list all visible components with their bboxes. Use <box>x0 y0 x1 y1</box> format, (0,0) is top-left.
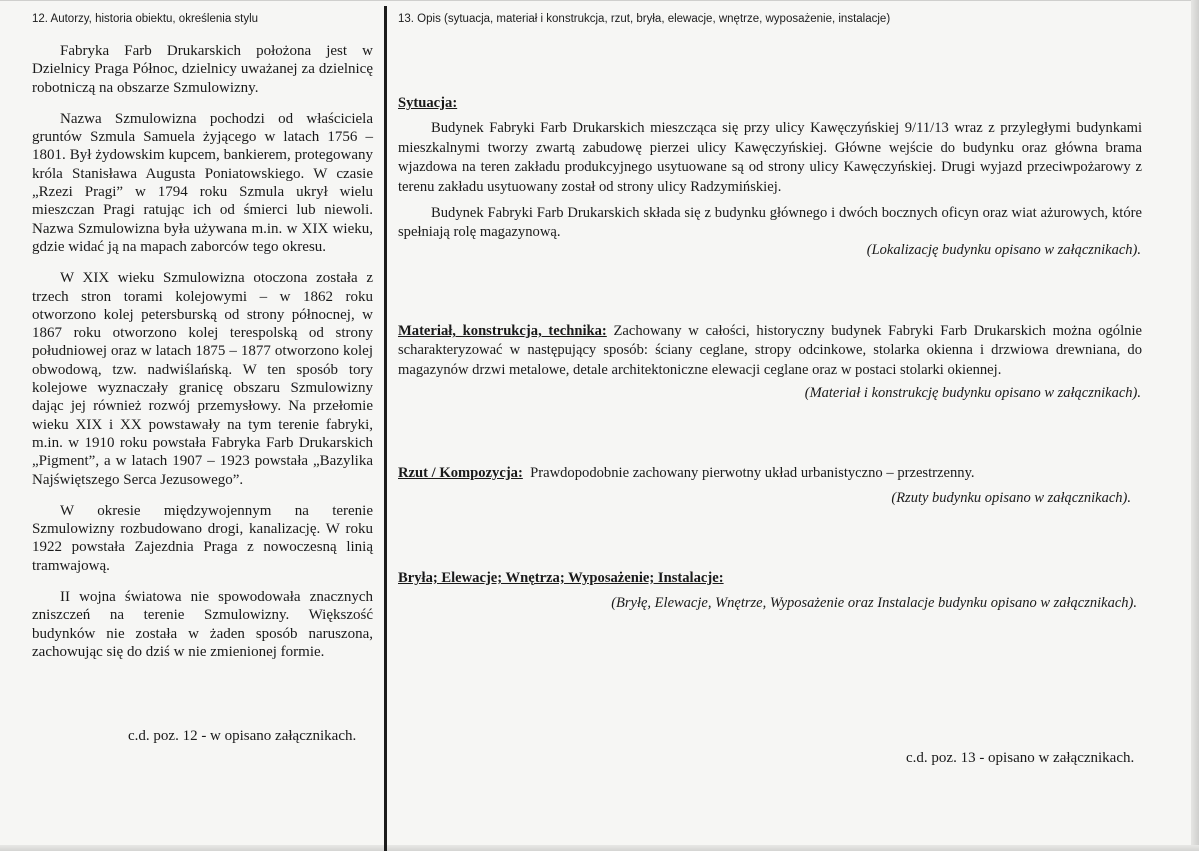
material-text: Zachowany w całości, historyczny budynek Fabryki Farb Drukarskich można ogólnie scharakteryzować w następujący sposób: ściany ceglane, stropy odcinkowe, stolarka okienna i drzwiowa drewniana, do magazynów drzwi metalowe, detale architektoniczne elewacji ceglane oraz w postaci stolarki okiennej. <box>398 323 1142 378</box>
top-border <box>0 0 1199 1</box>
left-column <box>32 42 373 674</box>
right-continuation-note: c.d. poz. 13 - opisano w załącznikach. <box>906 750 1135 766</box>
bryla-section <box>398 569 1142 588</box>
material-section <box>398 322 1142 380</box>
left-paragraph: II wojna światowa nie spowodowała znacznych zniszczeń na terenie Szmulowizny. Większość budynków nie została w żaden sposób naruszona, zachowując się do dziś w nie zmienionej formie. <box>32 589 373 660</box>
rzut-note: (Rzuty budynku opisano w załącznikach). <box>891 490 1131 506</box>
left-paragraph: W okresie międzywojennym na terenie Szmulowizny rozbudowano drogi, kanalizację. W roku 1922 powstała Zajezdnia Praga z nowoczesną linią tramwajową. <box>32 502 373 574</box>
right-field-header: 13. Opis (sytuacja, materiał i konstrukcja, rzut, bryła, elewacje, wnętrze, wyposażenie, instalacje) <box>398 13 891 25</box>
sytuacja-section <box>398 94 1142 243</box>
sytuacja-paragraph: Budynek Fabryki Farb Drukarskich składa się z budynku głównego i dwóch bocznych oficyn oraz wiat ażurowych, które spełniają rolę magazynową. <box>398 205 1142 241</box>
rzut-text: Prawdopodobnie zachowany pierwotny układ urbanistyczno – przestrzenny. <box>522 465 975 481</box>
bryla-heading: Bryła; Elewacje; Wnętrza; Wyposażenie; Instalacje: <box>398 570 724 586</box>
left-field-header: 12. Autorzy, historia obiektu, określenia stylu <box>32 13 259 25</box>
column-divider <box>384 6 387 851</box>
scan-edge-right <box>1191 0 1199 851</box>
left-paragraph: Fabryka Farb Drukarskich położona jest w Dzielnicy Praga Północ, dzielnicy uważanej za dzielnicę robotniczą na obszarze Szmulowizny. <box>32 43 373 96</box>
sytuacja-note: (Lokalizację budynku opisano w załącznikach). <box>866 242 1141 258</box>
bryla-note: (Bryłę, Elewacje, Wnętrze, Wyposażenie oraz Instalacje budynku opisano w załącznikach). <box>611 595 1137 611</box>
rzut-section <box>398 464 1142 483</box>
sytuacja-heading: Sytuacja: <box>398 95 458 111</box>
rzut-heading: Rzut / Kompozycja: <box>398 465 523 481</box>
scan-edge-bottom <box>0 845 1199 851</box>
material-heading: Materiał, konstrukcja, technika: <box>398 323 607 339</box>
left-paragraph: W XIX wieku Szmulowizna otoczona została z trzech stron torami kolejowymi – w 1862 roku otworzono kolej petersburską od strony północnej, w 1867 roku otworzono kolej terespolską od strony południowej oraz w latach 1875 – 1877 otworzono kolej obwodową, tzw. nadwiślańską. W ten sposób tory kolejowe wyznaczały granicę obszaru Szmulowizny dając jej również rozwój przemysłowy. Na przełomie wieku XIX i XX powstawały na tym terenie fabryki, m.in. w 1910 roku powstała Fabryka Farb Drukarskich „Pigment”, a w latach 1907 – 1923 powstała „Bazylika Najświętszego Serca Jezusowego”. <box>32 270 373 488</box>
sytuacja-paragraph: Budynek Fabryki Farb Drukarskich mieszcząca się przy ulicy Kawęczyńskiej 9/11/13 wraz z przyległymi budynkami mieszkalnymi tworzy zwartą zabudowę pierzei ulicy Kawęczyńskiej. Główne wejście do budynku oraz główna brama wjazdowa na teren zakładu produkcyjnego usytuowane są od strony ulicy Kawęczyńskiej. Drugi wyjazd przeciwpożarowy z terenu zakładu usytuowany został od strony ulicy Radzymińskiej. <box>398 120 1142 195</box>
left-continuation-note: c.d. poz. 12 - w opisano załącznikach. <box>128 728 357 744</box>
material-note: (Materiał i konstrukcję budynku opisano w załącznikach). <box>804 385 1141 401</box>
left-paragraph: Nazwa Szmulowizna pochodzi od właściciela gruntów Szmula Samuela żyjącego w latach 1756 – 1801. Był żydowskim kupcem, bankierem, protegowany króla Stanisława Augusta Poniatowskiego. W czasie „Rzezi Pragi” w 1794 roku Szmula ukrył wielu mieszczan Pragi ratując ich od śmierci lub niewoli. Nazwa Szmulowizna była używana m.in. w XIX wieku, gdzie widać ją na mapach zaborców tego okresu. <box>32 110 373 255</box>
